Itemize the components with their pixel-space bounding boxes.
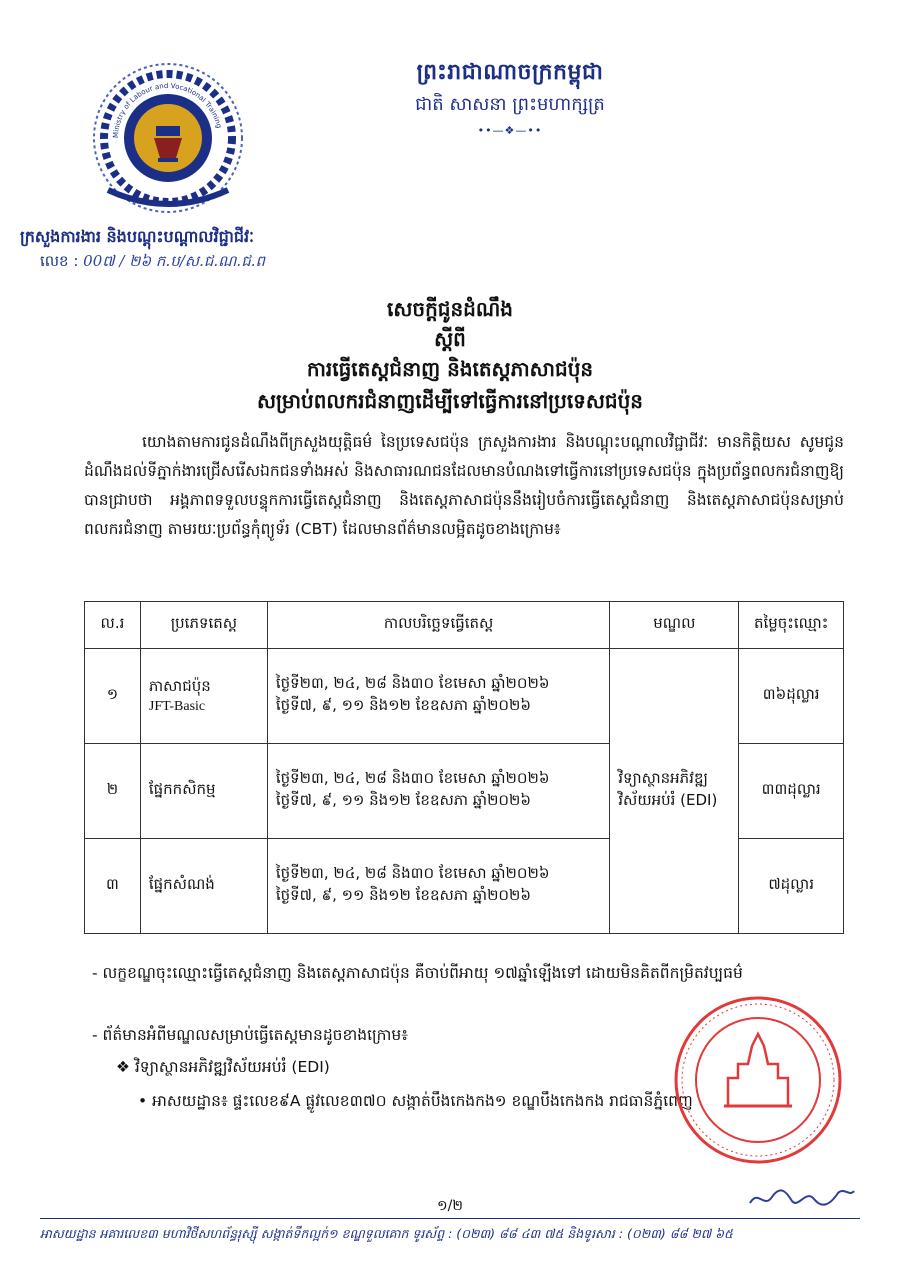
row-date-may: ថ្ងៃទី៧, ៩, ១១ និង១២ ខែឧសភា ឆ្នាំ២០២៦ bbox=[275, 886, 532, 904]
page-number: ១/២ bbox=[437, 1198, 463, 1214]
row-type-label: ភាសាជប៉ុន bbox=[148, 677, 211, 695]
ministry-logo bbox=[88, 58, 248, 218]
row-dates bbox=[267, 649, 609, 744]
document-number bbox=[40, 252, 265, 274]
col-header-center: មណ្ឌល bbox=[610, 602, 739, 649]
notice-title: សេចក្តីជូនដំណឹង bbox=[387, 297, 513, 321]
row-type: ផ្នែកសំណង់ bbox=[140, 839, 267, 934]
logo-caption: Ministry of Labour and Vocational Training bbox=[111, 81, 223, 139]
signature bbox=[746, 1183, 858, 1213]
row-date-april: ថ្ងៃទី២៣, ២៤, ២៨ និង៣០ ខែមេសា ឆ្នាំ២០២៦ bbox=[275, 674, 550, 692]
row-fee: ៧ដុល្លារ bbox=[739, 839, 844, 934]
ornament-divider: ••—❖—•• bbox=[477, 124, 543, 137]
ministry-name: ក្រសួងការងារ និងបណ្តុះបណ្តាលវិជ្ជាជីវៈ bbox=[20, 227, 254, 246]
notice-subject: ការធ្វើតេស្តជំនាញ និងតេស្តភាសាជប៉ុន bbox=[306, 357, 594, 381]
row-dates bbox=[267, 839, 609, 934]
row-date-april: ថ្ងៃទី២៣, ២៤, ២៨ និង៣០ ខែមេសា ឆ្នាំ២០២៦ bbox=[275, 769, 550, 787]
number-label: លេខ : bbox=[40, 252, 79, 270]
table-header-row bbox=[85, 602, 844, 649]
row-type-sub: JFT-Basic bbox=[148, 699, 206, 714]
notice-subject-detail: សម្រាប់ពលករជំនាញដើម្បីទៅធ្វើការនៅប្រទេសជប៉ុន bbox=[256, 389, 644, 413]
row-type bbox=[140, 649, 267, 744]
row-no: ២ bbox=[85, 744, 141, 839]
footer-address: អាសយដ្ឋាន អគារលេខ៣ មហាវិថីសហព័ន្ធរុស្ស៊ី សង្កាត់ទឹកល្អក់១ ខណ្ឌទួលគោក ទូរស័ព្ទ : (០២៣) ៨៨ ៤៣ ៧៥ និងទូរសារ : (០២៣) ៨៨ ២៧ ៦៥ bbox=[40, 1226, 733, 1241]
intro-paragraph: យោងតាមការជូនដំណឹងពីក្រសួងយុត្តិធម៌ នៃប្រទេសជប៉ុន ក្រសួងការងារ និងបណ្តុះបណ្តាលវិជ្ជាជីវៈ មានកិត្តិយស សូមជូនដំណឹងដល់ទីភ្នាក់ងារជ្រើសរើសឯកជនទាំងអស់ និងសាធារណជនដែលមានបំណងទៅធ្វើការនៅប្រទេសជប៉ុន ក្នុងប្រព័ន្ធពលករជំនាញឱ្យបានជ្រាបថា អង្គភាពទទួលបន្ទុកការធ្វើតេស្តជំនាញ និងតេស្តភាសាជប៉ុននឹងរៀបចំការធ្វើតេស្តជំនាញ និងតេស្តភាសាជប៉ុនសម្រាប់ពលករជំនាញ តាមរយៈប្រព័ន្ធកុំព្យូទ័រ (CBT) ដែលមានព័ត៌មានលម្អិតដូចខាងក្រោម៖ bbox=[84, 433, 844, 538]
col-header-date: កាលបរិច្ឆេទធ្វើតេស្ត bbox=[267, 602, 609, 649]
note-center-address: • អាសយដ្ឋាន៖ ផ្ទះលេខ៩A ផ្លូវលេខ៣៧០ សង្កាត់បឹងកេងកង១ ខណ្ឌបឹងកេងកង រាជធានីភ្នំពេញ bbox=[138, 1092, 693, 1110]
test-schedule-table bbox=[84, 601, 844, 934]
row-no: ៣ bbox=[85, 839, 141, 934]
col-header-fee: តម្លៃចុះឈ្មោះ bbox=[739, 602, 844, 649]
official-stamp bbox=[672, 994, 844, 1166]
row-no: ១ bbox=[85, 649, 141, 744]
row-date-april: ថ្ងៃទី២៣, ២៤, ២៨ និង៣០ ខែមេសា ឆ្នាំ២០២៦ bbox=[275, 864, 550, 882]
row-type: ផ្នែកកសិកម្ម bbox=[140, 744, 267, 839]
col-header-type: ប្រភេទតេស្ត bbox=[140, 602, 267, 649]
number-value: 00៧ / ២៦ bbox=[83, 252, 152, 270]
row-fee: ៣៦ដុល្លារ bbox=[739, 649, 844, 744]
row-fee: ៣៣ដុល្លារ bbox=[739, 744, 844, 839]
row-dates bbox=[267, 744, 609, 839]
note-center-info: - ព័ត៌មានអំពីមណ្ឌលសម្រាប់ធ្វើតេស្តមានដូចខាងក្រោម៖ bbox=[92, 1026, 409, 1044]
number-suffix: ក.ប/ស.ជ.ណ.ជ.ព bbox=[155, 252, 266, 270]
note-age-requirement: - លក្ខខណ្ឌចុះឈ្មោះធ្វើតេស្តជំនាញ និងតេស្តភាសាជប៉ុន គឺចាប់ពីអាយុ ១៧ឆ្នាំឡើងទៅ ដោយមិនគិតពីកម្រិតវប្បធម៌ bbox=[92, 964, 743, 982]
kingdom-title: ព្រះរាជាណាចក្រកម្ពុជា bbox=[416, 60, 604, 85]
notice-about: ស្តីពី bbox=[434, 327, 466, 351]
footer-divider bbox=[40, 1218, 860, 1219]
row-date-may: ថ្ងៃទី៧, ៩, ១១ និង១២ ខែឧសភា ឆ្នាំ២០២៦ bbox=[275, 696, 532, 714]
row-date-may: ថ្ងៃទី៧, ៩, ១១ និង១២ ខែឧសភា ឆ្នាំ២០២៦ bbox=[275, 791, 532, 809]
col-header-no: ល.រ bbox=[85, 602, 141, 649]
national-motto: ជាតិ សាសនា ព្រះមហាក្សត្រ bbox=[415, 94, 605, 115]
table-row bbox=[85, 649, 844, 744]
note-center-name: ❖ វិទ្យាស្ថានអភិវឌ្ឍវិស័យអប់រំ (EDI) bbox=[116, 1058, 330, 1076]
test-center: វិទ្យាស្ថានអភិវឌ្ឍវិស័យអប់រំ (EDI) bbox=[610, 649, 739, 934]
